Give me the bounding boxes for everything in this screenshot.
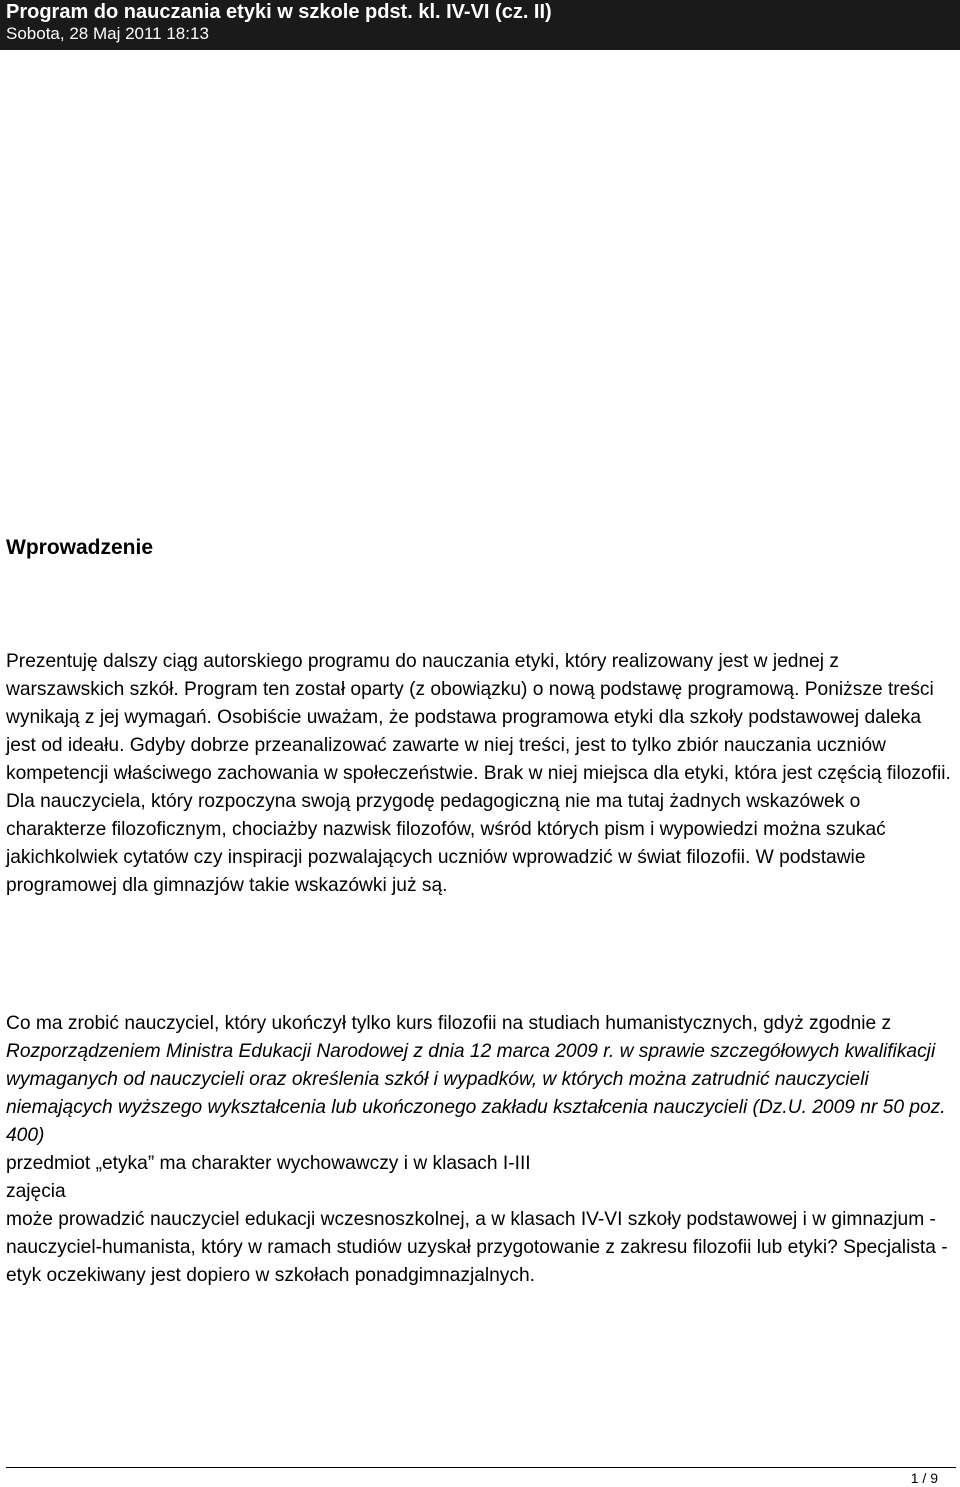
article-date: Sobota, 28 Maj 2011 18:13 <box>6 24 209 43</box>
section-heading: Wprowadzenie <box>6 536 154 559</box>
page-number: 1 / 9 <box>910 1470 938 1486</box>
classes-line: zajęcia <box>6 1181 66 1202</box>
intro-paragraph: Prezentuję dalszy ciąg autorskiego programu do nauczania etyki, który realizowany jest w jednej z warszawskich szkół. Program ten został oparty (z obowiązku) o nową podstawę programową. Poniższe treści wynikają z jej wymagań. Osobiście uważam, że podstawa programowa etyki dla szkoły podstawowej daleka jest od ideału. Gdyby dobrze przeanalizować zawarte w niej treści, jest to tylko zbiór nauczania uczniów kompetencji właściwego zachowania w społeczeństwie. Brak w niej miejsca dla etyki, która jest częścią filozofii. Dla nauczyciela, który rozpoczyna swoją przygodę pedagogiczną nie ma tutaj żadnych wskazówek o charakterze filozoficznym, chociażby nazwisk filozofów, wśród których pism i wypowiedzi można szukać jakichkolwiek cytatów czy inspiracji pozwalających uczniów wprowadzić w świat filozofii. W podstawie programowej dla gimnazjów takie wskazówki już są. <box>6 651 951 896</box>
header-band <box>0 0 960 50</box>
question-block <box>6 1010 956 1290</box>
teacher-line: może prowadzić nauczyciel edukacji wczesnoszkolnej, a w klasach IV-VI szkoły podstawowej i w gimnazjum - nauczyciel-humanista, który w ramach studiów uzyskał przygotowanie z zakresu filozofii lub etyki? Specjalista - etyk oczekiwany jest dopiero w szkołach ponadgimnazjalnych. <box>6 1209 948 1286</box>
question-line: Co ma zrobić nauczyciel, który ukończył tylko kurs filozofii na studiach humanistycznych, gdyż zgodnie z <box>6 1013 892 1034</box>
footer-divider <box>6 1467 956 1468</box>
article-title: Program do nauczania etyki w szkole pdst. kl. IV-VI (cz. II) <box>6 1 552 23</box>
regulation-citation: Rozporządzeniem Ministra Edukacji Narodowej z dnia 12 marca 2009 r. w sprawie szczegółowych kwalifikacji wymaganych od nauczycieli oraz określenia szkół i wypadków, w których można zatrudnić nauczycieli niemających wyższego wykształcenia lub ukończonego zakładu kształcenia nauczycieli (Dz.U. 2009 nr 50 poz. 400) <box>6 1041 946 1146</box>
subject-line: przedmiot „etyka” ma charakter wychowawczy i w klasach I-III <box>6 1153 531 1174</box>
